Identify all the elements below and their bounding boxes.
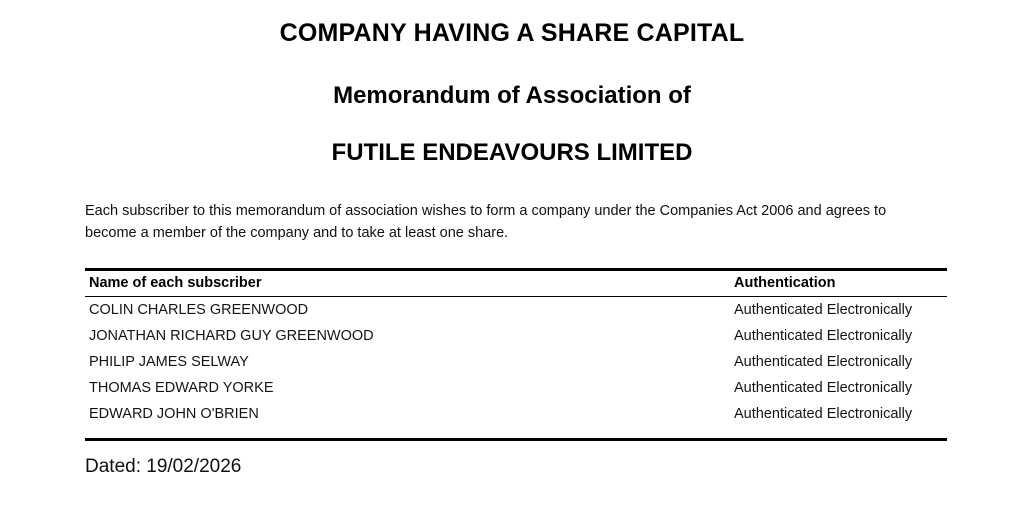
- subscribers-table-wrapper: [85, 268, 947, 441]
- table-row: [85, 349, 947, 375]
- subscriber-authentication: Authenticated Electronically: [734, 328, 913, 344]
- subscriber-authentication: Authenticated Electronically: [734, 354, 913, 370]
- subscriber-name: PHILIP JAMES SELWAY: [89, 354, 249, 370]
- subscribers-table: [85, 271, 947, 296]
- subscriber-name: JONATHAN RICHARD GUY GREENWOOD: [89, 328, 374, 344]
- document-heading: [0, 0, 1024, 168]
- table-header-row: [85, 271, 947, 296]
- subscriber-name: COLIN CHARLES GREENWOOD: [89, 302, 309, 318]
- subscriber-authentication: Authenticated Electronically: [734, 380, 913, 396]
- subscribers-table-body: [85, 297, 947, 427]
- document-subtitle: Memorandum of Association of: [333, 82, 691, 109]
- table-bottom-rule: [85, 438, 947, 441]
- subscriber-authentication: Authenticated Electronically: [734, 302, 913, 318]
- dated-line: Dated: 19/02/2026: [85, 456, 242, 477]
- table-row: [85, 401, 947, 427]
- table-row: [85, 297, 947, 323]
- table-row: [85, 375, 947, 401]
- column-header-authentication: Authentication: [734, 275, 836, 291]
- page-title: COMPANY HAVING A SHARE CAPITAL: [279, 19, 745, 47]
- subscriber-authentication: Authenticated Electronically: [734, 406, 913, 422]
- subscriber-statement: Each subscriber to this memorandum of association wishes to form a company under the Companies Act 2006 and agrees to become a member of the company and to take at least one share.: [85, 203, 887, 242]
- subscriber-name: THOMAS EDWARD YORKE: [89, 380, 274, 396]
- company-name: FUTILE ENDEAVOURS LIMITED: [331, 138, 693, 166]
- subscriber-name: EDWARD JOHN O'BRIEN: [89, 406, 259, 422]
- table-row: [85, 323, 947, 349]
- column-header-name: Name of each subscriber: [89, 275, 262, 291]
